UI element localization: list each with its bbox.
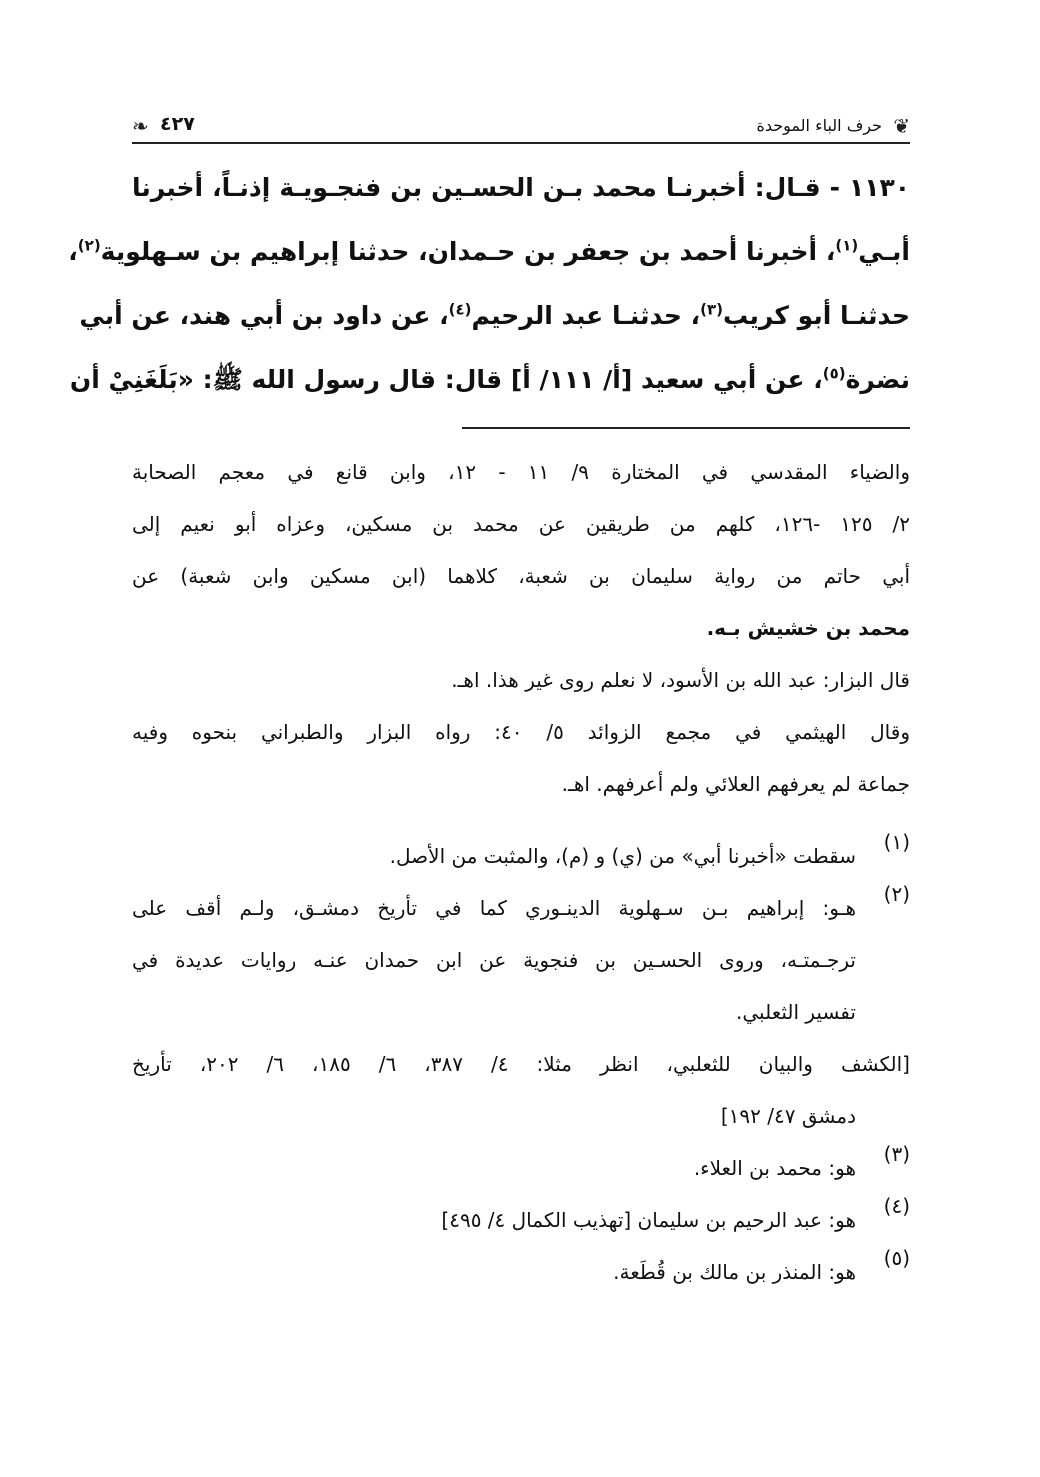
ornament-right-icon: ❦ bbox=[893, 114, 910, 138]
hadith-line: حدثنـا أبو كريب$^{(٣)}$، حدثنـا عبد الرحيم$^{(٤)}$، عن داود بن أبي هند، عن أبي bbox=[79, 300, 910, 330]
note-line: والضياء المقدسي في المختارة ٩/ ١١ - ١٢، وابن قانع في معجم الصحابة bbox=[132, 460, 910, 484]
footnote-ref[interactable]: (٥) bbox=[822, 364, 846, 383]
page-number: ٤٢٧ bbox=[160, 113, 195, 135]
footnote-2 bbox=[132, 882, 910, 1038]
ornament-left-icon: ❧ bbox=[132, 114, 149, 138]
footnote-3 bbox=[132, 1142, 910, 1194]
note-line: محمد بن خشيش بـه. bbox=[706, 616, 910, 640]
footnote-line: هو: المنذر بن مالك بن قُطَعة. bbox=[613, 1260, 856, 1284]
footnote-4 bbox=[132, 1194, 910, 1246]
running-header bbox=[132, 112, 910, 140]
footnote-line: هو: محمد بن العلاء. bbox=[693, 1156, 856, 1180]
note-line: قال البزار: عبد الله بن الأسود، لا نعلم روى غير هذا. اهـ. bbox=[451, 668, 910, 692]
hadith-line: أبـي$^{(١)}$، أخبرنا أحمد بن جعفر بن حـمدان، حدثنا إبراهيم بن سـهلوية$^{(٢)}$، bbox=[68, 236, 910, 266]
footnote-ref[interactable]: (١) bbox=[835, 236, 859, 255]
footnote-line: دمشق ٤٧/ ١٩٢] bbox=[720, 1104, 856, 1128]
section-title: حرف الباء الموحدة bbox=[756, 116, 882, 135]
footnote-line: هو: عبد الرحيم بن سليمان [تهذيب الكمال ٤/ ٤٩٥] bbox=[441, 1208, 856, 1232]
footnote-line: [الكشف والبيان للثعلبي، انظر مثلا: ٤/ ٣٨٧، ٦/ ١٨٥، ٦/ ٢٠٢، تأريخ bbox=[132, 1052, 910, 1076]
footnote-number: (٢) bbox=[883, 882, 910, 906]
hadith-line: ١١٣٠ - قـال: أخبرنـا محمد بـن الحسـين بن فنجـويـة إذنـاً، أخبرنا bbox=[132, 173, 910, 202]
note-line: جماعة لم يعرفهم العلائي ولم أعرفهم. اهـ. bbox=[561, 772, 910, 796]
footnote-line: سقطت «أخبرنا أبي» من (ي) و (م)، والمثبت من الأصل. bbox=[389, 844, 856, 868]
footnote-number: (٤) bbox=[883, 1194, 910, 1218]
footnote-number: (٥) bbox=[883, 1246, 910, 1270]
note-line: وقال الهيثمي في مجمع الزوائد ٥/ ٤٠: رواه البزار والطبراني بنحوه وفيه bbox=[132, 720, 910, 744]
footnote-line: ترجـمتـه، وروى الحسـين بن فنجوية عن ابن حمدان عنـه روايات عديدة في bbox=[132, 948, 856, 972]
hadith-line: نضرة$^{(٥)}$، عن أبي سعيد [أ/ ١١١/ أ] قال: قال رسول الله ﷺ: «بَلَغَنِيْ أن bbox=[69, 364, 910, 394]
footnotes bbox=[132, 830, 910, 1298]
footnote-separator bbox=[462, 427, 910, 429]
footnote-ref[interactable]: (٤) bbox=[448, 300, 472, 319]
footnote-line: تفسير الثعلبي. bbox=[736, 1000, 856, 1024]
footnote-1 bbox=[132, 830, 910, 882]
footnote-ref[interactable]: (٣) bbox=[700, 300, 724, 319]
header-rule bbox=[132, 142, 910, 144]
footnote-line: هـو: إبراهيم بـن سـهلوية الدينـوري كما في تأريخ دمشـق، ولـم أقف على bbox=[132, 896, 856, 920]
footnote-number: (١) bbox=[883, 830, 910, 854]
footnote-2-reference bbox=[132, 1038, 910, 1142]
footnote-ref[interactable]: (٢) bbox=[77, 236, 101, 255]
footnote-5 bbox=[132, 1246, 910, 1298]
note-line: أبي حاتم من رواية سليمان بن شعبة، كلاهما (ابن مسكين وابن شعبة) عن bbox=[132, 564, 910, 588]
footnote-number: (٣) bbox=[883, 1142, 910, 1166]
footnote-continuation bbox=[132, 446, 910, 810]
note-line: ٢/ ١٢٥ -١٢٦، كلهم من طريقين عن محمد بن مسكين، وعزاه أبو نعيم إلى bbox=[132, 512, 910, 536]
hadith-text bbox=[68, 156, 910, 412]
